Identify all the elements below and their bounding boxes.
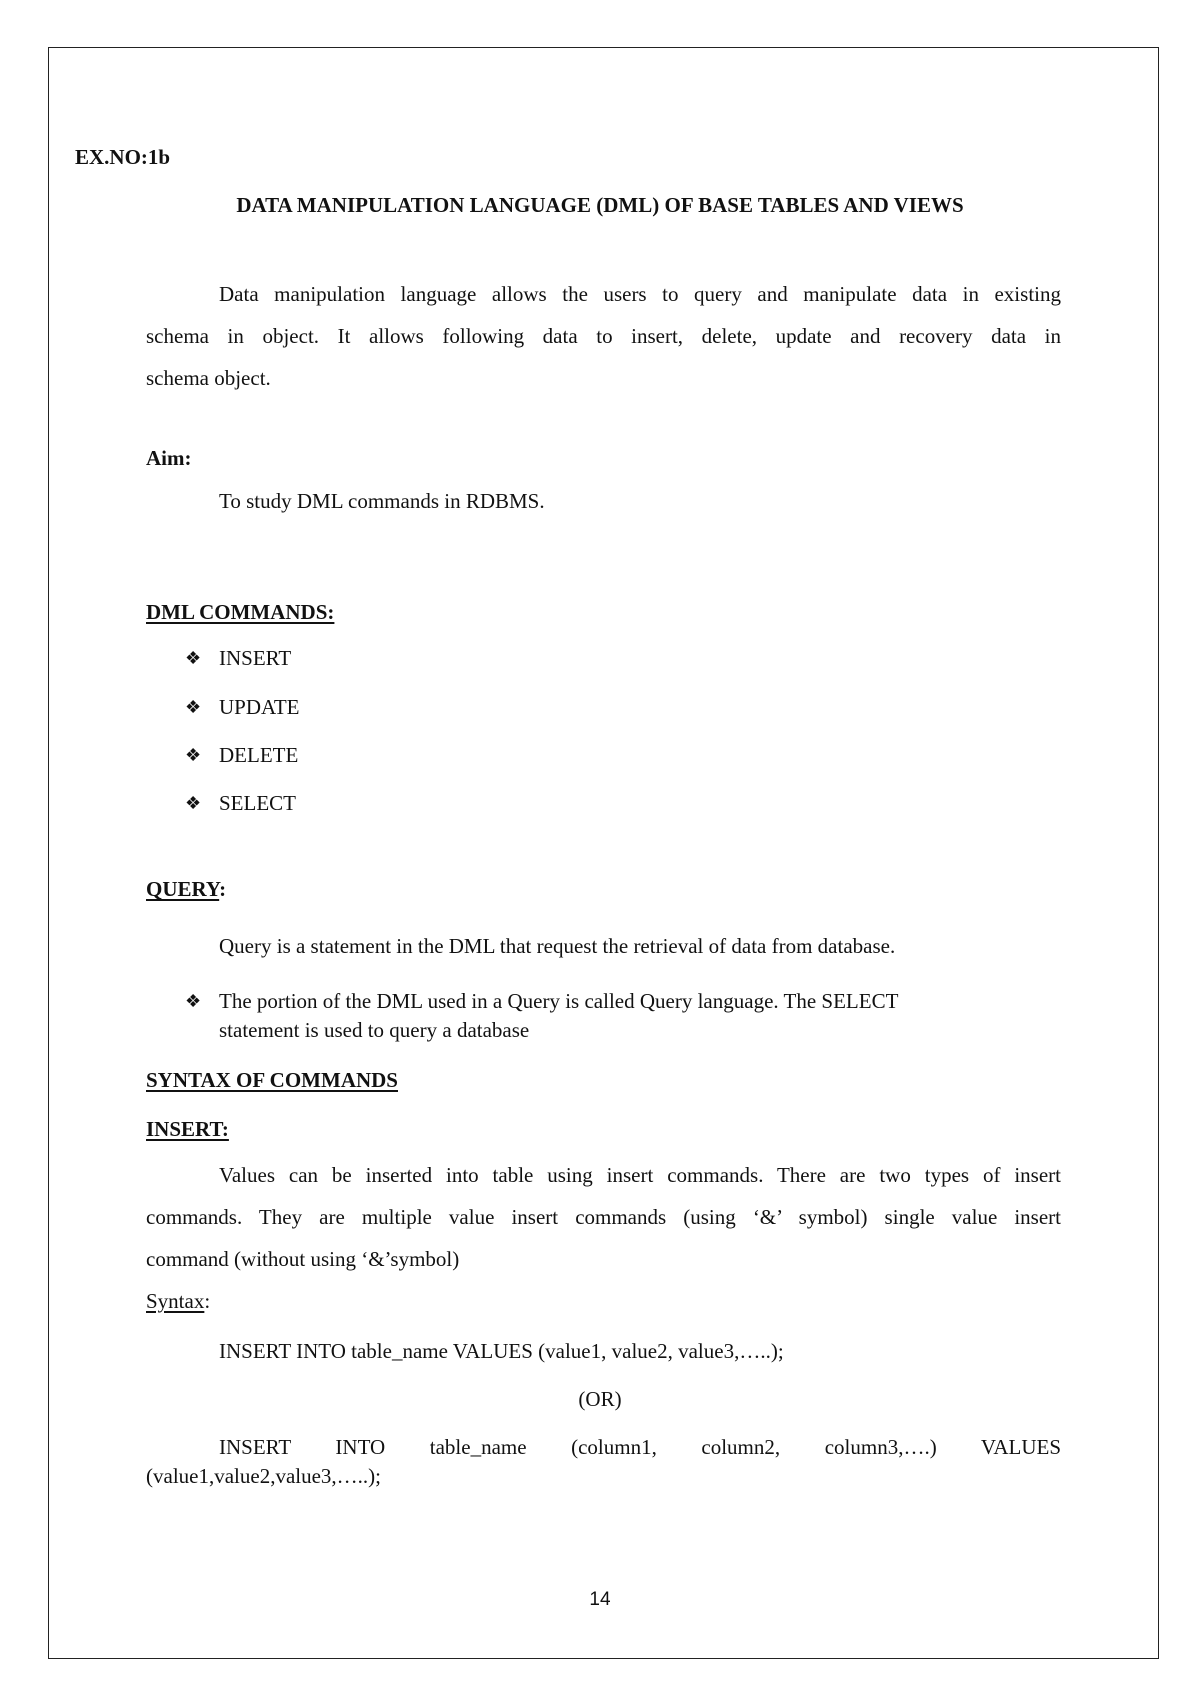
syntax-heading: SYNTAX OF COMMANDS [146,1068,398,1092]
page-title: DATA MANIPULATION LANGUAGE (DML) OF BASE TABLES AND VIEWS [236,193,964,217]
insert-heading: INSERT: [146,1117,229,1141]
syntax-label [146,1289,210,1314]
query-heading-colon: : [219,877,227,901]
list-item-label: SELECT [219,791,296,815]
insert-desc-line-3: command (without using ‘&’symbol) [146,1247,460,1271]
diamond-bullet-icon: ❖ [185,648,202,668]
query-heading [146,877,226,902]
insert-syntax-2-line-2: (value1,value2,value3,…..); [146,1464,381,1488]
diamond-bullet-icon: ❖ [185,745,202,765]
or-separator: (OR) [578,1387,622,1411]
intro-line-1: Data manipulation language allows the users to query and manipulate data in existing [219,282,1061,306]
list-item-label: DELETE [219,743,299,767]
exercise-number: EX.NO:1b [75,145,171,169]
intro-line-3: schema object. [146,366,271,390]
insert-desc-line-2: commands. They are multiple value insert commands (using ‘&’ symbol) single value insert [146,1205,1061,1229]
insert-desc-line-1: Values can be inserted into table using insert commands. There are two types of insert [219,1163,1061,1187]
dml-commands-heading: DML COMMANDS: [146,600,335,624]
query-heading-label: QUERY [146,877,220,901]
syntax-label-text: Syntax [146,1289,205,1313]
insert-syntax-1: INSERT INTO table_name VALUES (value1, value2, value3,…..); [219,1339,784,1363]
query-text: Query is a statement in the DML that request the retrieval of data from database. [219,934,896,958]
list-item-label: UPDATE [219,695,300,719]
diamond-bullet-icon: ❖ [185,697,202,717]
query-bullet-line-2: statement is used to query a database [219,1018,530,1042]
diamond-bullet-icon: ❖ [185,793,202,813]
aim-heading: Aim: [146,446,192,470]
list-item-label: INSERT [219,646,292,670]
diamond-bullet-icon: ❖ [185,991,202,1011]
aim-text: To study DML commands in RDBMS. [219,489,545,513]
insert-syntax-2-line-1: INSERT INTO table_name (column1, column2, column3,….) VALUES [219,1435,1061,1459]
query-bullet-line-1: The portion of the DML used in a Query is called Query language. The SELECT [219,989,899,1013]
page-number: 14 [589,1589,611,1610]
intro-line-2: schema in object. It allows following data to insert, delete, update and recovery data in [146,324,1061,348]
syntax-label-colon: : [204,1289,211,1313]
